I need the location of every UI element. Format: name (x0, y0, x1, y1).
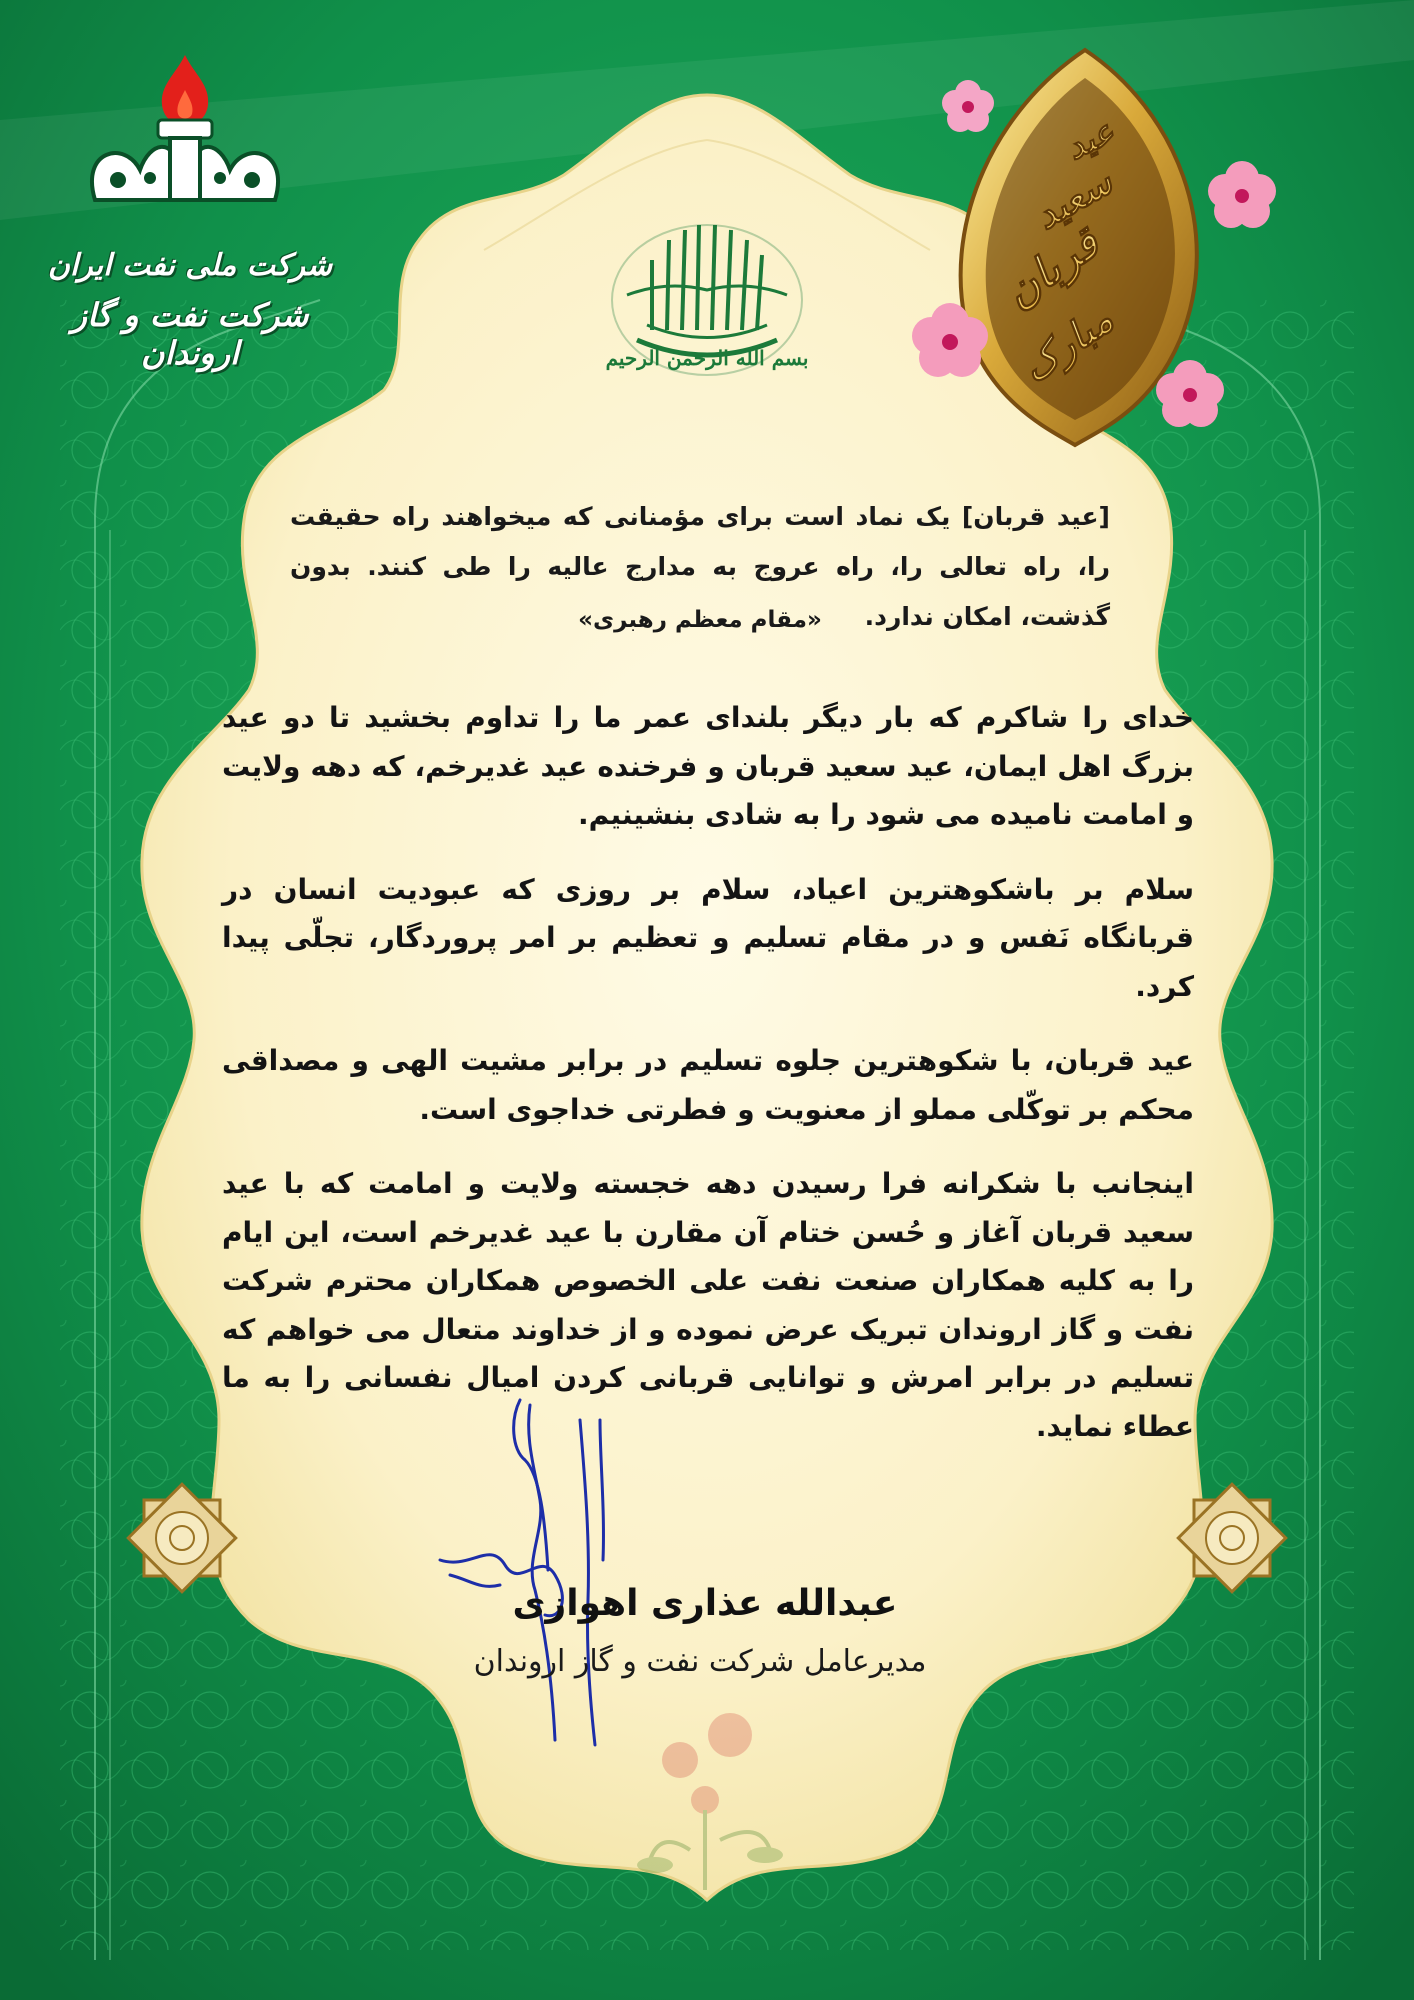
message-body (222, 694, 1194, 1477)
bismillah-text: بسم الله الرحمن الرحیم (605, 346, 809, 370)
quote-source: «مقام معظم رهبری» (578, 607, 822, 633)
eid-badge-text (965, 95, 1165, 415)
body-paragraph-4: اینجانب با شکرانه فرا رسیدن دهه خجسته ولایت و امامت که با عید سعید قربان آغاز و حُسن ختام آن مقارن با عید غدیرخم است، این ایام را به کلیه همکاران صنعت نفت علی الخصوص همکاران محترم شرکت نفت و گاز اروندان تبریک عرض نموده و از خداوند متعال می خواهم که تسلیم در برابر امرش و توانایی قربانی کردن امیال نفسانی را به ما عطاء نماید. (222, 1167, 1194, 1443)
body-paragraph-2: سلام بر باشکوهترین اعیاد، سلام بر روزی که عبودیت انسان در قربانگاه نَفس و در مقام تسلیم و تعظیم بر امر پروردگار، تجلّی پیدا کرد. (222, 872, 1194, 1003)
leader-quote: [عید قربان] یک نماد است برای مؤمنانی که میخواهند راه حقیقت را، راه تعالی را، راه عروج به مدارج عالیه را طی کنند. بدون گذشت، امکان ندارد. (290, 502, 1110, 631)
badge-word-ghorban: قربان (994, 217, 1109, 319)
logo-company-line1: شرکت ملی نفت ایران (47, 248, 333, 283)
left-rosette (128, 1484, 235, 1591)
body-paragraph-3: عید قربان، با شکوهترین جلوه تسلیم در برابر مشیت الهی و مصداقی محکم بر توکّلی مملو از معنویت و فطرتی خداجوی است. (222, 1044, 1194, 1126)
logo-company-line2: شرکت نفت و گاز اروندان (71, 296, 309, 372)
badge-word-mobarak: مبارک (1012, 295, 1123, 393)
signer-title: مدیرعامل شرکت نفت و گاز اروندان (473, 1644, 927, 1679)
body-paragraph-1: خدای را شاکرم که بار دیگر بلندای عمر ما را تداوم بخشید تا دو عید بزرگ اهل ایمان، عید سعید قربان و فرخنده عید غدیرخم، که دهه ولایت و امامت نامیده می شود را به شادی بنشینیم. (222, 701, 1194, 831)
signer-name: عبدالله عذاری اهوازی (512, 1583, 898, 1624)
right-rosette (1178, 1484, 1285, 1591)
badge-word-eid: عید (1059, 111, 1121, 169)
badge-word-saeed: سعید (1026, 158, 1120, 239)
bismillah-calligraphy (600, 215, 814, 385)
